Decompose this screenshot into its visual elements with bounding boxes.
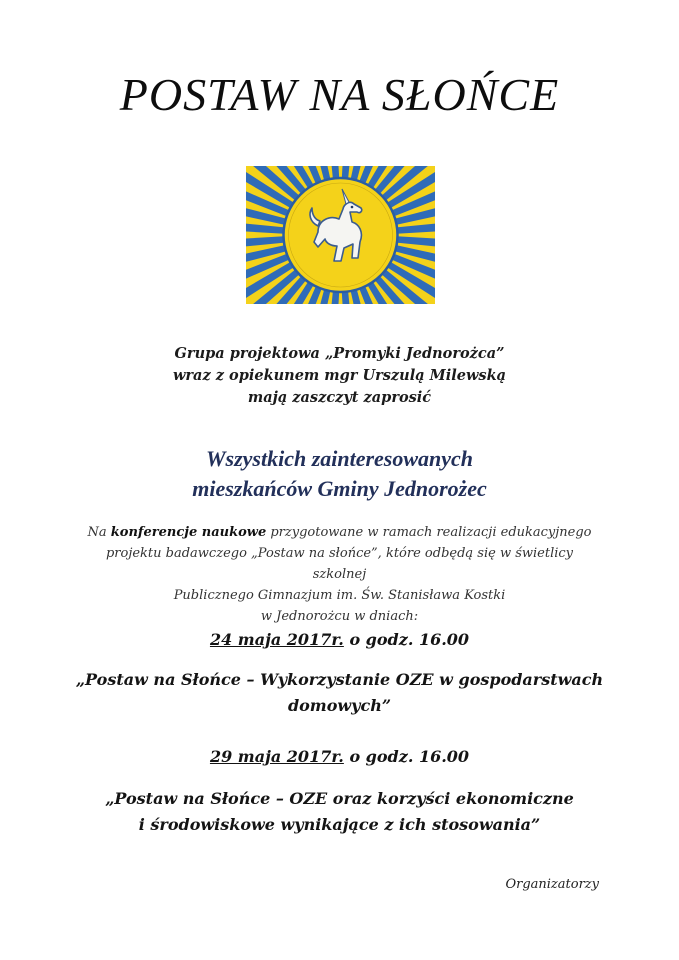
invitees-line-1: Wszystkich zainteresowanych [205, 446, 474, 471]
event-date-1-day: 24 maja 2017r. [209, 630, 344, 649]
event-date-1-time: o godz. 16.00 [349, 630, 470, 649]
event-date-2 [0, 747, 679, 766]
flag-image [246, 166, 435, 304]
event-title-1-line-2: domowych” [287, 696, 392, 715]
unicorn-sun-icon [246, 166, 435, 304]
event-title-1-line-1: „Postaw na Słońce – Wykorzystanie OZE w gospodarstwach [75, 670, 604, 689]
event-title-2 [0, 786, 679, 838]
invitees-line-2: mieszkańców Gminy Jednorożec [192, 476, 487, 501]
description-line-1-rest: przygotowane w ramach realizacji edukacyjnego [270, 525, 592, 540]
description-line-1 [80, 522, 599, 543]
intro-line-1: Grupa projektowa „Promyki Jednorożca” [174, 345, 505, 362]
event-title-2-line-2: i środowiskowe wynikające z ich stosowania” [138, 815, 541, 834]
event-date-2-day: 29 maja 2017r. [209, 747, 344, 766]
event-title-1 [0, 667, 679, 719]
intro-line-3: mają zaszczyt zaprosić [247, 389, 432, 406]
description-emphasis: konferencje naukowe [110, 525, 267, 540]
intro-text [0, 343, 679, 409]
description-line-3: Publicznego Gimnazjum im. Św. Stanisława Kostki [173, 588, 506, 603]
description-prefix: Na [87, 525, 107, 540]
invitees-heading [0, 444, 679, 504]
page-title: POSTAW NA SŁOŃCE [119, 69, 560, 120]
description-paragraph [0, 522, 679, 627]
intro-line-2: wraz z opiekunem mgr Urszulą Milewską [172, 367, 507, 384]
event-title-2-line-1: „Postaw na Słońce – OZE oraz korzyści ekonomiczne [105, 789, 574, 808]
event-date-1 [0, 630, 679, 649]
description-line-4: w Jednorożcu w dniach: [260, 609, 419, 624]
description-line-2: projektu badawczego „Postaw na słońce”, które odbędą się w świetlicy szkolnej [105, 546, 574, 582]
organizers-signature: Organizatorzy [505, 877, 599, 892]
event-date-2-time: o godz. 16.00 [349, 747, 470, 766]
